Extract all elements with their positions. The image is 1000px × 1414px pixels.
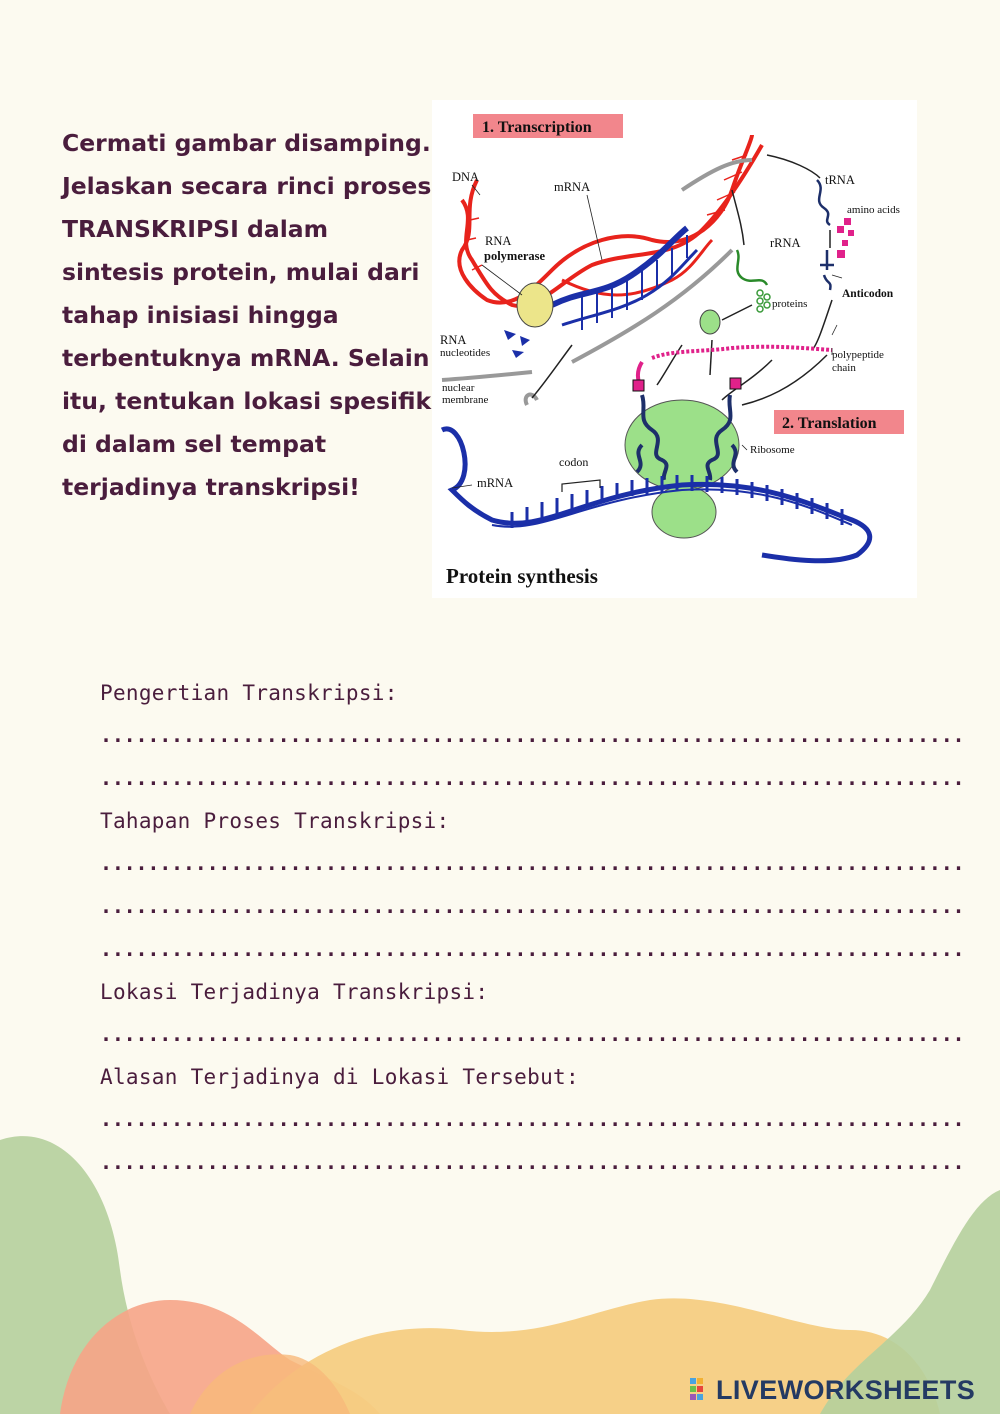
definition-label: Pengertian Transkripsi: xyxy=(100,681,398,705)
definition-answer-line-2[interactable]: ......................................................................... xyxy=(100,766,965,790)
dna-helix xyxy=(459,135,762,306)
ribosome-label: Ribosome xyxy=(750,444,795,456)
nuclear-membrane xyxy=(442,160,752,405)
small-subunit xyxy=(700,310,720,334)
location-answer-line[interactable]: ......................................................................... xyxy=(100,1022,965,1046)
trna-label: tRNA xyxy=(825,173,855,187)
worksheet-answers xyxy=(100,672,965,1184)
rrna-label: rRNA xyxy=(770,236,801,250)
instruction-line: di dalam sel tempat xyxy=(62,430,327,458)
location-label: Lokasi Terjadinya Transkripsi: xyxy=(100,980,489,1004)
mrna-bottom-label: mRNA xyxy=(477,476,514,490)
protein-synthesis-figure xyxy=(432,100,917,598)
anticodon-label: Anticodon xyxy=(842,288,894,300)
translation-label: 2. Translation xyxy=(782,415,877,432)
rna-polymerase xyxy=(517,283,553,327)
definition-answer-line-1[interactable]: ......................................................................... xyxy=(100,723,965,747)
dna-label: DNA xyxy=(452,170,480,184)
stages-answer-line-1[interactable]: ......................................................................... xyxy=(100,851,965,875)
brand-name: LIVEWORKSHEETS xyxy=(716,1374,976,1405)
stages-label: Tahapan Proses Transkripsi: xyxy=(100,809,450,833)
polypeptide-label: polypeptide xyxy=(832,349,884,361)
instruction-text xyxy=(62,122,437,509)
stages-answer-line-3[interactable]: ......................................................................... xyxy=(100,937,965,961)
nuclear-label: nuclear xyxy=(442,382,475,394)
chain-label: chain xyxy=(832,362,856,374)
instruction-line: Jelaskan secara rinci proses xyxy=(62,172,432,200)
instruction-line: Cermati gambar disamping. xyxy=(62,129,431,157)
instruction-line: itu, tentukan lokasi spesifik xyxy=(62,387,432,415)
proteins-label: proteins xyxy=(772,298,808,310)
codon-bracket xyxy=(562,480,600,492)
liveworksheets-logo xyxy=(690,1372,975,1408)
liveworksheets-logo-icon xyxy=(690,1376,710,1404)
trna-molecule xyxy=(817,180,834,290)
proteins-cluster xyxy=(757,290,770,312)
stages-answer-line-2[interactable]: ......................................................................... xyxy=(100,894,965,918)
amino-acids xyxy=(837,218,854,258)
reason-answer-line-2[interactable]: ......................................................................... xyxy=(100,1150,965,1174)
instruction-line: terjadinya transkripsi! xyxy=(62,473,360,501)
nucleotides-label: nucleotides xyxy=(440,347,491,359)
reason-label: Alasan Terjadinya di Lokasi Tersebut: xyxy=(100,1065,579,1089)
rrna-molecule xyxy=(737,250,767,285)
instruction-line: sintesis protein, mulai dari xyxy=(62,258,420,286)
rna-nucleotides-label: RNA xyxy=(440,333,467,347)
instruction-line: terbentuknya mRNA. Selain xyxy=(62,344,430,372)
instruction-line: tahap inisiasi hingga xyxy=(62,301,339,329)
figure-caption: Protein synthesis xyxy=(446,564,598,588)
amino-acids-label: amino acids xyxy=(847,204,900,216)
instruction-line: TRANSKRIPSI dalam xyxy=(62,215,329,243)
codon-label: codon xyxy=(559,455,589,469)
membrane-label: membrane xyxy=(442,394,489,406)
mrna-top-label: mRNA xyxy=(554,180,591,194)
transcription-label: 1. Transcription xyxy=(482,119,592,136)
polymerase-label: polymerase xyxy=(484,249,546,263)
polypeptide-chain xyxy=(633,347,832,391)
rna-nucleotides xyxy=(504,330,530,358)
reason-answer-line-1[interactable]: ......................................................................... xyxy=(100,1107,965,1131)
rna-polymerase-label: RNA xyxy=(485,234,512,248)
